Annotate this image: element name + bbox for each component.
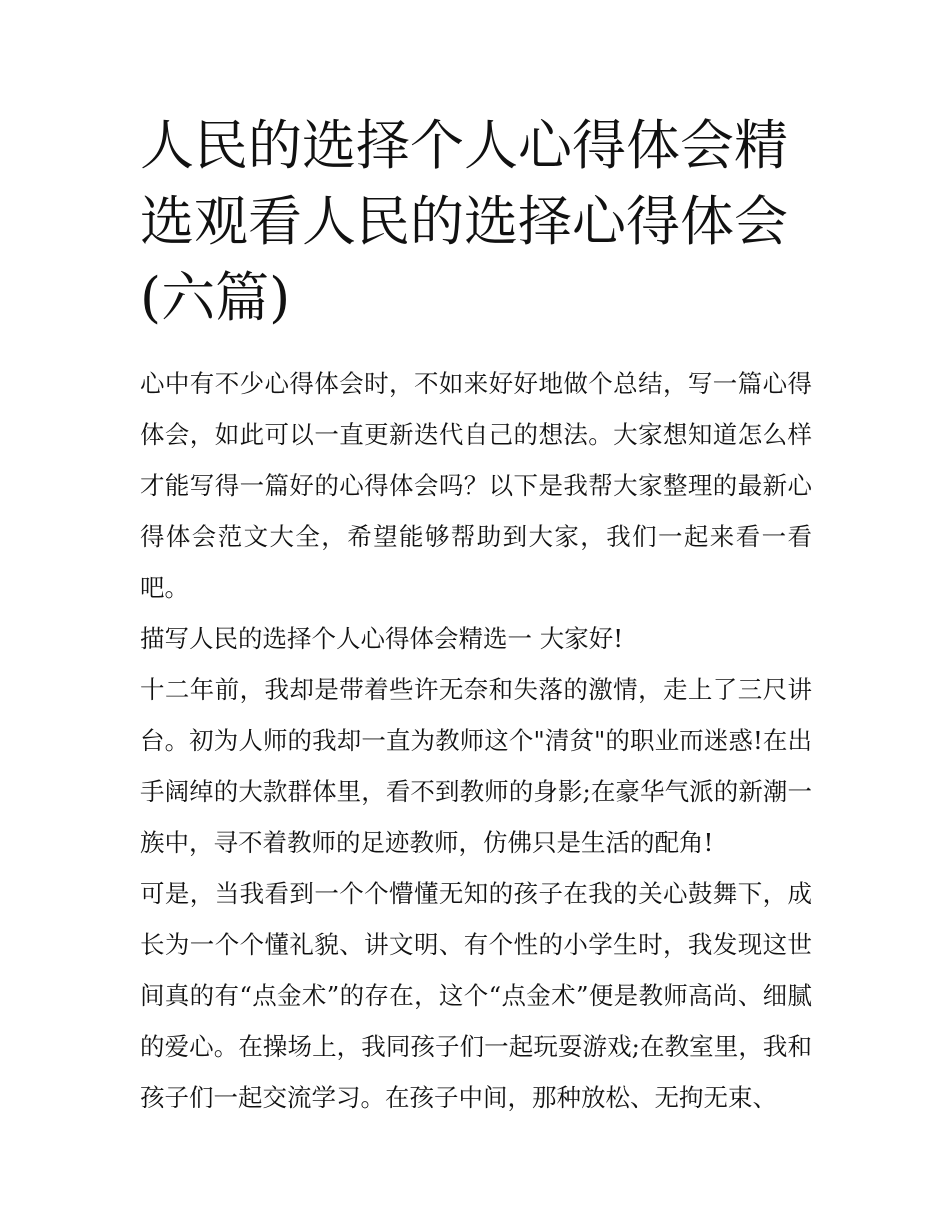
paragraph-intro: 心中有不少心得体会时，不如来好好地做个总结，写一篇心得体会，如此可以一直更新迭代自己的想法。大家想知道怎么样才能写得一篇好的心得体会吗？以下是我帮大家整理的最新心得体会范文大全，希望能够帮助到大家，我们一起来看一看吧。 xyxy=(140,369,812,602)
document-title: 人民的选择个人心得体会精选观看人民的选择心得体会(六篇) xyxy=(140,114,788,329)
paragraph-reflection: 可是，当我看到一个个懵懂无知的孩子在我的关心鼓舞下，成长为一个个懂礼貌、讲文明、有个性的小学生时，我发现这世间真的有“点金术”的存在，这个“点金术”便是教师高尚、细腻的爱心。在操场上，我同孩子们一起玩耍游戏;在教室里，我和孩子们一起交流学习。在孩子中间，那种放松、无拘无束、 xyxy=(140,879,812,1112)
paragraph-heading: 描写人民的选择个人心得体会精选一 大家好! xyxy=(140,624,624,653)
document-body xyxy=(140,358,812,1123)
paragraph-story: 十二年前，我却是带着些许无奈和失落的激情，走上了三尺讲台。初为人师的我却一直为教师这个"清贫"的职业而迷惑!在出手阔绰的大款群体里，看不到教师的身影;在豪华气派的新潮一族中，寻不着教师的足迹教师，仿佛只是生活的配角! xyxy=(140,675,812,857)
